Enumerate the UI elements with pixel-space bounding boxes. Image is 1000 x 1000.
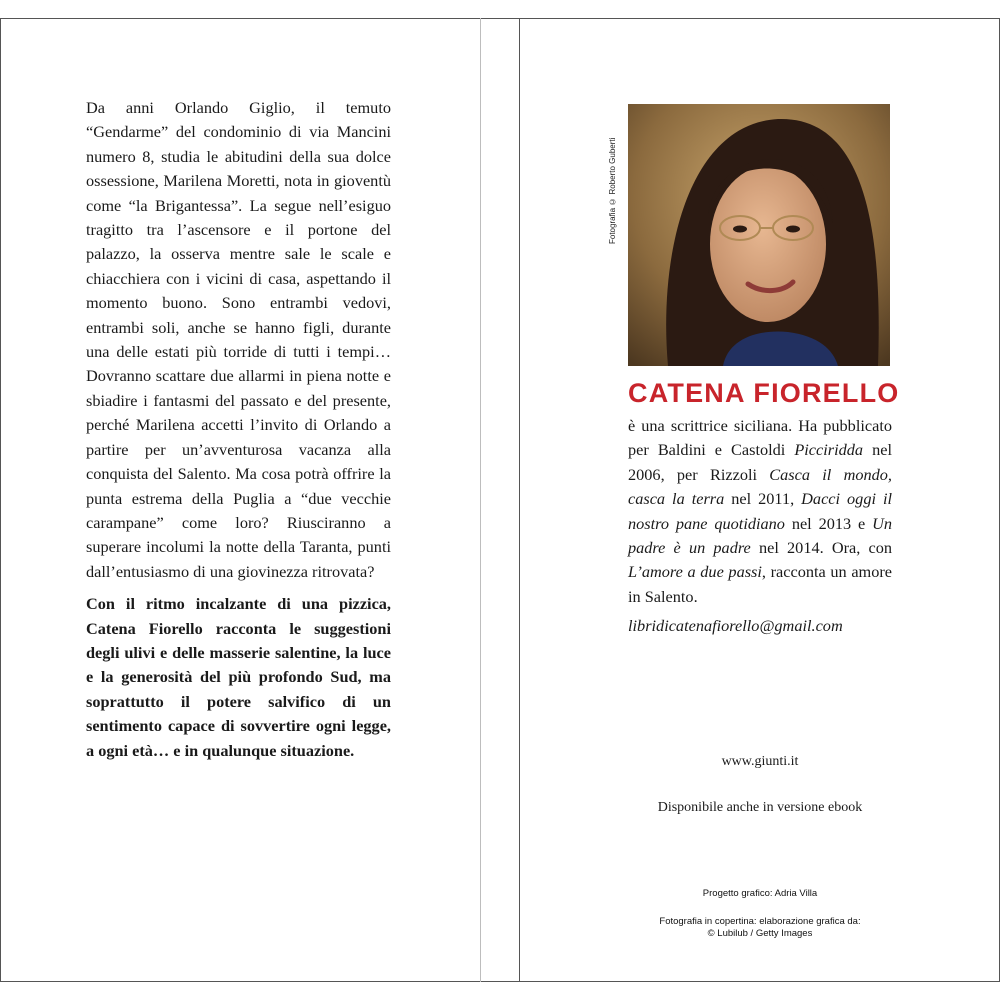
author-bio bbox=[628, 414, 892, 609]
bio-text-3: nel 2011, bbox=[724, 489, 802, 509]
bio-text-1: è una scrittrice siciliana. Ha pubblicato per Baldini e Castoldi bbox=[628, 416, 892, 460]
book-title-dacci-oggi: Dacci oggi il nostro pane quotidiano bbox=[628, 489, 893, 533]
cover-photo-credit bbox=[520, 916, 1000, 940]
cover-photo-credit-line-2: © Lubilub / Getty Images bbox=[707, 928, 813, 939]
bio-text-4: nel 2013 e bbox=[784, 513, 873, 533]
book-title-picciridda: Picciridda bbox=[794, 440, 864, 460]
highlight-paragraph: Con il ritmo incalzante di una pizzica, Catena Fiorello racconta le suggestioni degli ulivi e delle masserie salentine, la luce e la generosità del più profondo Sud, ma soprattutto il potere salvifico di un sentimento capace di sovvertire ogni legge, a ogni età… e in qualunque situazione. bbox=[86, 594, 391, 760]
left-flap-text bbox=[86, 96, 391, 763]
author-email[interactable]: libridicatenafiorello@gmail.com bbox=[628, 616, 843, 635]
book-title-un-padre: Un padre è un padre bbox=[628, 513, 892, 558]
left-border bbox=[0, 18, 1, 982]
flap-fold-line bbox=[519, 18, 520, 982]
publisher-website[interactable]: www.giunti.it bbox=[721, 754, 799, 769]
author-name: CATENA FIORELLO bbox=[628, 378, 900, 408]
author-photo bbox=[628, 104, 890, 366]
cover-photo-credit-line-1: Fotografia in copertina: elaborazione grafica da: bbox=[659, 916, 861, 927]
ebook-note: Disponibile anche in versione ebook bbox=[657, 800, 863, 815]
bio-text-2: nel 2006, per Rizzoli bbox=[628, 440, 892, 484]
bio-text-6: , racconta un amore in Salento. bbox=[628, 562, 892, 606]
book-title-casca-il-mondo: Casca il mondo, casca la terra bbox=[628, 464, 892, 509]
graphic-design-credit: Progetto grafico: Adria Villa bbox=[702, 888, 818, 899]
spine-fold-line bbox=[480, 18, 481, 982]
synopsis-paragraph: Da anni Orlando Giglio, il temuto “Gendarme” del condominio di via Mancini numero 8, studia le abitudini della sua dolce ossessione, Marilena Moretti, nota in gioventù come “la Brigantessa”. La segue nell’esiguo tragitto tra l’ascensore e il portone del palazzo, la osserva mentre sale le scale e chiacchiera con i vicini di casa, aspettando il momento buono. Sono entrambi vedovi, entrambi soli, anche se hanno figli, durante una delle estati più torride di tutti i tempi… Dovranno scattare due allarmi in piena notte e sbiadire i fantasmi del passato e del presente, perché Marilena accetti l’invito di Orlando a partire per un’avventurosa vacanza alla conquista del Salento. Ma cosa potrà offrire la punta estrema della Puglia a “due vecchie carampane” come loro? Riusciranno a superare incolumi la notte della Taranta, punti dall’entusiasmo di una giovinezza ritrovata? bbox=[86, 98, 391, 581]
bio-text-5: nel 2014. Ora, con bbox=[750, 538, 892, 558]
book-title-lamore-a-due-passi: L’amore a due passi bbox=[628, 562, 762, 582]
photo-credit: Fotografia © Roberto Guberti bbox=[608, 137, 617, 244]
author-portrait-illustration bbox=[628, 104, 890, 366]
